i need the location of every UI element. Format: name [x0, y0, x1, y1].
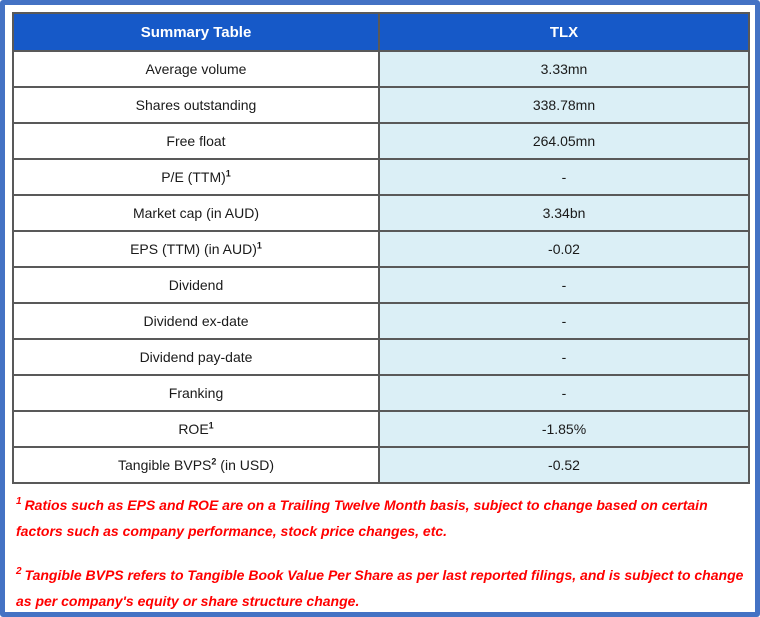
- metric-value: 264.05mn: [532, 133, 596, 149]
- metric-value: 3.34bn: [542, 205, 586, 221]
- metric-value: -: [561, 277, 567, 293]
- footnote-reference: 1: [208, 420, 214, 431]
- metric-value-cell: [379, 231, 749, 267]
- metric-value-cell: [379, 303, 749, 339]
- footnote-2-marker: 2: [16, 566, 22, 578]
- table-row: [13, 375, 749, 411]
- metric-label: Dividend: [168, 277, 224, 293]
- metric-label: Free float: [166, 133, 226, 149]
- metric-value-cell: [379, 411, 749, 447]
- metric-value-cell: [379, 159, 749, 195]
- metric-value-cell: [379, 375, 749, 411]
- table-row: [13, 447, 749, 483]
- summary-table: [12, 12, 750, 484]
- footnote-2-text: Tangible BVPS refers to Tangible Book Value Per Share as per last reported filings, and is subject to change as per company's equity or share structure change.: [16, 567, 744, 609]
- metric-label-cell: [13, 447, 379, 483]
- table-row: [13, 267, 749, 303]
- metric-value: -: [561, 385, 567, 401]
- metric-value-cell: [379, 123, 749, 159]
- metric-value: -0.52: [548, 457, 580, 473]
- table-row: [13, 303, 749, 339]
- footnote-reference: 2: [211, 456, 217, 467]
- metric-value-cell: [379, 267, 749, 303]
- metric-label-cell: [13, 339, 379, 375]
- metric-label-cell: [13, 123, 379, 159]
- metric-label: P/E (TTM): [161, 169, 226, 185]
- table-row: [13, 339, 749, 375]
- metric-label: Franking: [168, 385, 224, 401]
- metric-value-cell: [379, 87, 749, 123]
- metric-label-cell: [13, 159, 379, 195]
- metric-value-cell: [379, 447, 749, 483]
- metric-label: Average volume: [145, 61, 247, 77]
- table-row: [13, 195, 749, 231]
- footnote-reference: 1: [225, 168, 231, 179]
- metric-value: -: [561, 169, 567, 185]
- metric-value-cell: [379, 51, 749, 87]
- metric-value: -: [561, 349, 567, 365]
- table-row: [13, 411, 749, 447]
- summary-table-header-row: [13, 13, 749, 51]
- metric-label: Tangible BVPS: [118, 457, 212, 473]
- metric-label-cell: [13, 411, 379, 447]
- metric-value: 338.78mn: [532, 97, 596, 113]
- metric-label-cell: [13, 303, 379, 339]
- ticker-symbol-header: TLX: [379, 13, 749, 51]
- table-row: [13, 123, 749, 159]
- summary-table-body: [13, 51, 749, 483]
- footnote-reference: 1: [256, 240, 262, 251]
- footnote-1-text: Ratios such as EPS and ROE are on a Trailing Twelve Month basis, subject to change based on certain factors such as company performance, stock price changes, etc.: [16, 497, 708, 539]
- metric-label-suffix: (in USD): [216, 457, 274, 473]
- metric-label: Dividend ex-date: [143, 313, 249, 329]
- metric-value-cell: [379, 195, 749, 231]
- metric-label: Dividend pay-date: [139, 349, 253, 365]
- table-row: [13, 51, 749, 87]
- metric-label-cell: [13, 267, 379, 303]
- footnote-1-marker: 1: [16, 496, 22, 508]
- table-row: [13, 231, 749, 267]
- metric-label: EPS (TTM) (in AUD): [130, 241, 257, 257]
- metric-label: Shares outstanding: [135, 97, 257, 113]
- metric-value: -: [561, 313, 567, 329]
- metric-label-cell: [13, 231, 379, 267]
- footnote-1: [16, 492, 744, 544]
- table-row: [13, 159, 749, 195]
- metric-value-cell: [379, 339, 749, 375]
- summary-table-title: Summary Table: [13, 13, 379, 51]
- metric-value: 3.33mn: [540, 61, 588, 77]
- metric-value: -0.02: [548, 241, 580, 257]
- metric-label-cell: [13, 87, 379, 123]
- metric-label: Market cap (in AUD): [132, 205, 260, 221]
- metric-label-cell: [13, 51, 379, 87]
- metric-label-cell: [13, 195, 379, 231]
- footnote-2: [16, 562, 744, 614]
- table-row: [13, 87, 749, 123]
- metric-label-cell: [13, 375, 379, 411]
- metric-value: -1.85%: [541, 421, 587, 437]
- metric-label: ROE: [178, 421, 209, 437]
- footnotes-section: [12, 492, 748, 614]
